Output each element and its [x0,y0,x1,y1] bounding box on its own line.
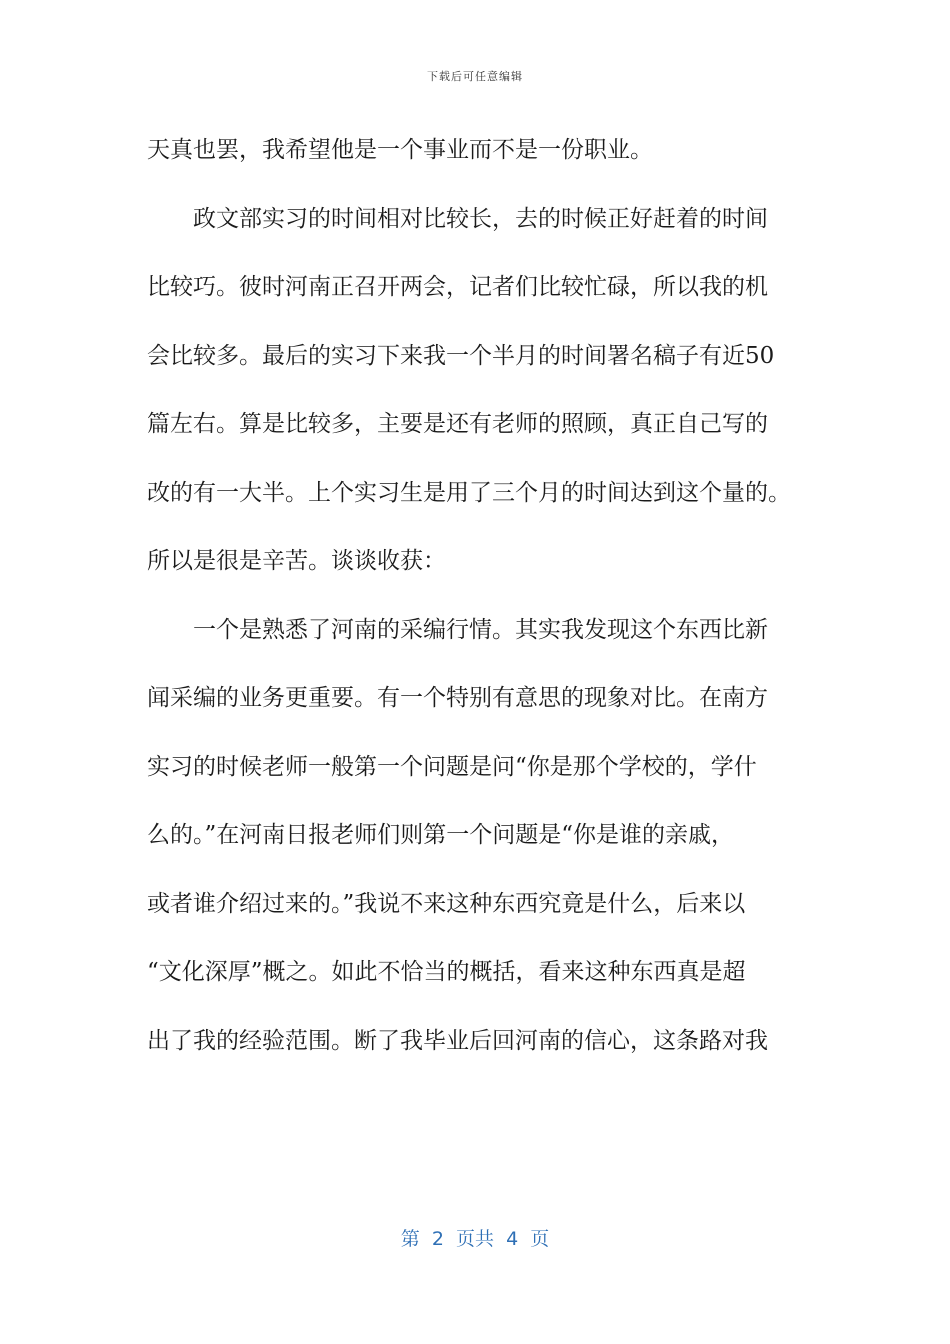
text-line: 篇左右。算是比较多，主要是还有老师的照顾，真正自己写的 [147,411,768,437]
text-line: 实习的时候老师一般第一个问题是问“你是那个学校的，学什 [147,753,757,780]
text-line: 比较巧。彼时河南正召开两会，记者们比较忙碌，所以我的机 [147,274,768,300]
text-line: 闻采编的业务更重要。有一个特别有意思的现象对比。在南方 [147,685,768,711]
text-line: 或者谁介绍过来的。”我说不来这种东西究竟是什么，后来以 [147,890,746,917]
text-line: 改的有一大半。上个实习生是用了三个月的时间达到这个量的。 [147,479,791,506]
page-header: 下载后可任意编辑 [427,70,523,83]
text-line: 所以是很是辛苦。谈谈收获： [147,548,446,574]
text-line: 天真也罢，我希望他是一个事业而不是一份职业。 [147,137,653,163]
paragraph-start-line: 政文部实习的时间相对比较长，去的时候正好赶着的时间 [193,205,768,232]
text-line: “文化深厚”概之。如此不恰当的概括，看来这种东西真是超 [147,959,746,985]
paragraph-start-line: 一个是熟悉了河南的采编行情。其实我发现这个东西比新 [193,616,768,643]
page-number-footer: 第 2 页共 4 页 [400,1228,550,1250]
document-body [147,116,807,1075]
text-line: 么的。”在河南日报老师们则第一个问题是“你是谁的亲戚， [147,822,735,848]
text-line: 会比较多。最后的实习下来我一个半月的时间署名稿子有近50 [147,342,775,369]
text-line: 出了我的经验范围。断了我毕业后回河南的信心，这条路对我 [147,1027,768,1054]
